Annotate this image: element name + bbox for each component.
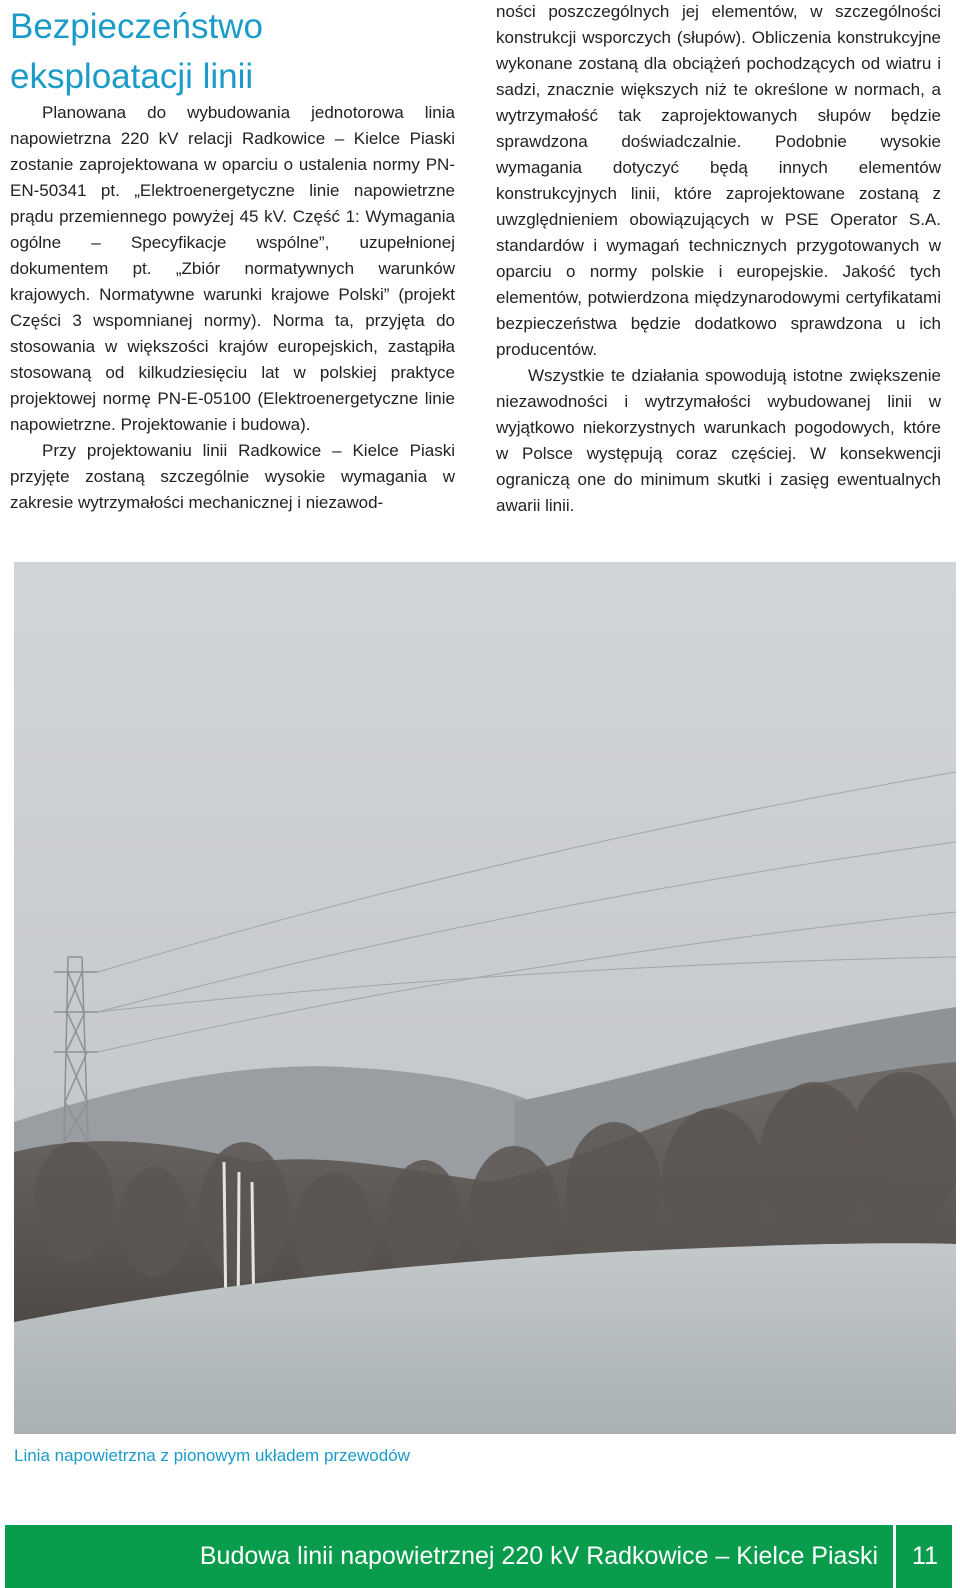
footer-title: Budowa linii napowietrznej 220 kV Radkowice – Kielce Piaski [199, 1542, 878, 1570]
landscape-photo [14, 562, 956, 1434]
footer-divider [893, 1525, 896, 1588]
power-line-landscape-illustration [14, 562, 956, 1434]
left-text-column [10, 100, 455, 516]
right-text-column [496, 0, 941, 519]
body-paragraph: Planowana do wybudowania jednotorowa linia napowietrzna 220 kV relacji Radkowice – Kielce Piaski zostanie zaprojektowana w oparciu o ustalenia normy PN-EN-50341 pt. „Elektroenergetyczne linie napowietrzne prądu przemiennego powyżej 45 kV. Część 1: Wymagania ogólne – Specyfikacje wspólne”, uzupełnionej dokumentem pt. „Zbiór normatywnych warunków krajowych. Normatywne warunki krajowe Polski” (projekt Części 3 wspomnianej normy). Norma ta, przyjęta do stosowania w większości krajów europejskich, zastąpiła stosowaną od kilkudziesięciu lat w polskiej praktyce projektowej normę PN-E-05100 (Elektroenergetyczne linie napowietrzne. Projektowanie i budowa). [10, 103, 455, 434]
page-title: Bezpieczeństwo eksploatacji linii [10, 7, 263, 96]
footer-bar [5, 1525, 952, 1588]
page-number: 11 [912, 1542, 938, 1570]
body-paragraph: Wszystkie te działania spowodują istotne zwiększenie niezawodności i wytrzymałości wybudowanej linii w wyjątkowo niekorzystnych warunkach pogodowych, które w Polsce występują coraz częściej. W konsekwencji ograniczą one do minimum skutki i zasięg ewentualnych awarii linii. [496, 366, 941, 515]
body-paragraph: ności poszczególnych jej elementów, w szczególności konstrukcji wsporczych (słupów). Obliczenia konstrukcyjne wykonane zostaną dla obciążeń pochodzących od wiatru i sadzi, znacznie większych niż te określone w normach, a wytrzymałość tak zaprojektowanych słupów będzie sprawdzona doświadczalnie. Podobnie wysokie wymagania dotyczyć będą innych elementów konstrukcyjnych linii, które zaprojektowane zostaną z uwzględnieniem obowiązujących w PSE Operator S.A. standardów i wymagań technicznych przygotowanych w oparciu o normy polskie i europejskie. Jakość tych elementów, potwierdzona międzynarodowymi certyfikatami bezpieczeństwa będzie dodatkowo sprawdzona u ich producentów. [496, 2, 941, 359]
photo-caption: Linia napowietrzna z pionowym układem przewodów [14, 1446, 410, 1465]
body-paragraph: Przy projektowaniu linii Radkowice – Kielce Piaski przyjęte zostaną szczególnie wysokie wymagania w zakresie wytrzymałości mechanicznej i niezawod- [10, 441, 455, 512]
